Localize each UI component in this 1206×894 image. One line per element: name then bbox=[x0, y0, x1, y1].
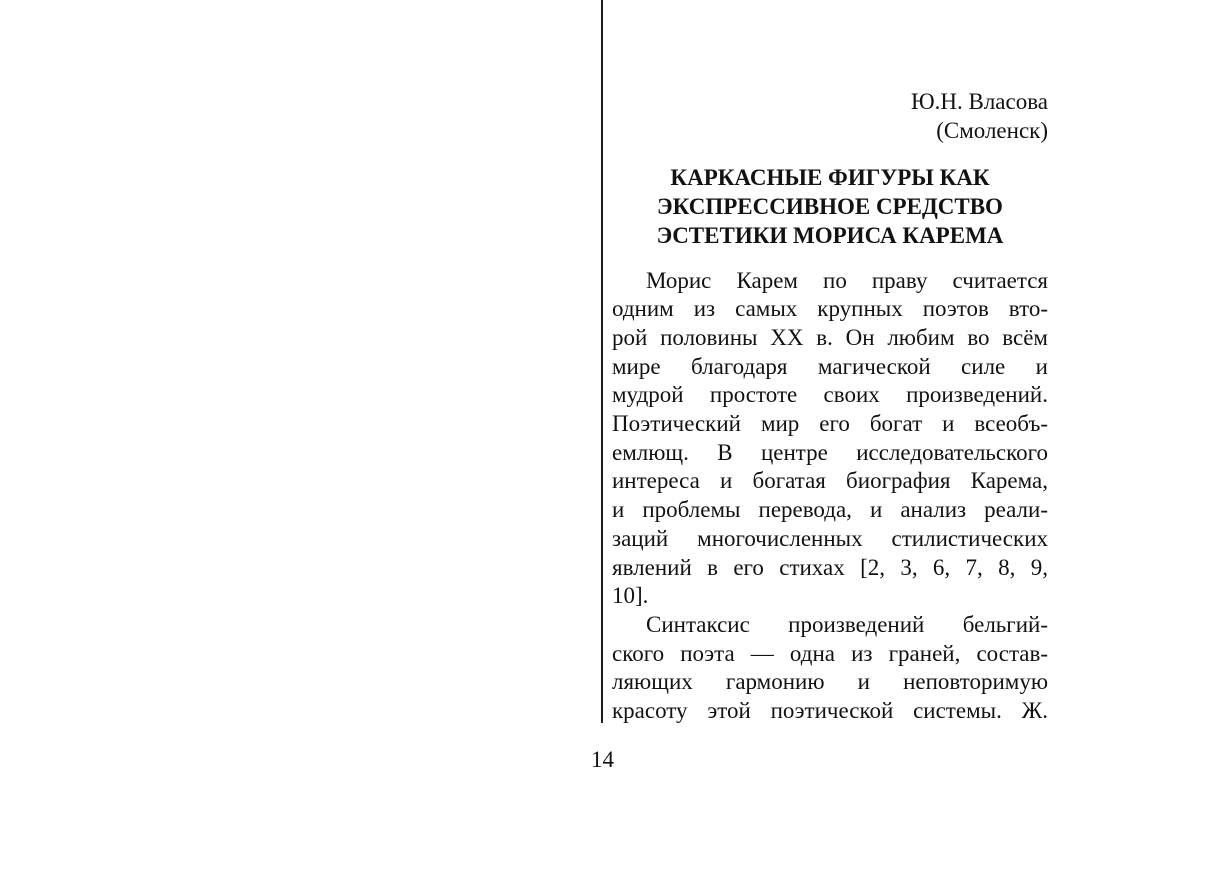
paragraph bbox=[612, 611, 1048, 726]
text-line: мире благодаря магической силе и bbox=[612, 353, 1048, 379]
text-line: Поэтический мир его богат и всеобъ- bbox=[612, 411, 1048, 437]
text-line: емлющ. В центре исследовательского bbox=[612, 439, 1048, 465]
text-line: рой половины ХХ в. Он любим во всём bbox=[612, 324, 1048, 350]
text-line: мудрой простоте своих произведений. bbox=[612, 382, 1048, 408]
article-body bbox=[612, 267, 1048, 726]
title-line: ЭКСПРЕССИВНОЕ СРЕДСТВО bbox=[657, 194, 1003, 220]
text-line: красоту этой поэтической системы. Ж. bbox=[612, 698, 1048, 724]
title-line: ЭСТЕТИКИ МОРИСА КАРЕМА bbox=[656, 222, 1004, 248]
author-name: Ю.Н. Власова bbox=[910, 89, 1048, 114]
text-line: ляющих гармонию и неповторимую bbox=[612, 669, 1048, 695]
text-line: и проблемы перевода, и анализ реали- bbox=[612, 497, 1048, 523]
paragraph bbox=[612, 267, 1048, 611]
text-line: Синтаксис произведений бельгий- bbox=[646, 611, 1048, 637]
text-line: интереса и богатая биография Карема, bbox=[612, 468, 1048, 494]
text-line: 10]. bbox=[612, 583, 649, 609]
page-number: 14 bbox=[591, 747, 614, 772]
author-location: (Смоленск) bbox=[936, 117, 1048, 143]
page-gutter-divider-line bbox=[601, 0, 603, 723]
title-line: КАРКАСНЫЕ ФИГУРЫ КАК bbox=[670, 165, 990, 191]
author-byline bbox=[612, 88, 1048, 145]
article-column bbox=[612, 88, 1048, 726]
text-line: Морис Карем по праву считается bbox=[646, 267, 1048, 293]
text-line: явлений в его стихах [2, 3, 6, 7, 8, 9, bbox=[612, 554, 1048, 580]
text-line: ского поэта — одна из граней, состав- bbox=[612, 640, 1048, 666]
text-line: заций многочисленных стилистических bbox=[612, 525, 1048, 551]
article-title bbox=[612, 164, 1048, 250]
text-line: одним из самых крупных поэтов вто- bbox=[612, 296, 1048, 322]
